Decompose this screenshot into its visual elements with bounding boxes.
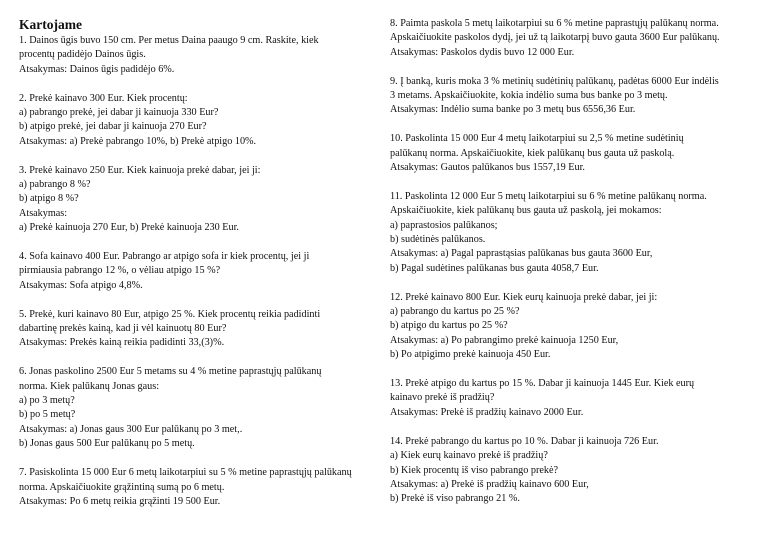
- problem-text-line: Atsakymas: Dainos ūgis padidėjo 6%.: [19, 63, 175, 75]
- problem-text-line: norma. Kiek palūkanų Jonas gaus:: [19, 380, 160, 392]
- problem-text-line: 3 metams. Apskaičiuokite, kokia indėlio suma bus banke po 3 metų.: [390, 90, 668, 102]
- left-problem-list: [19, 34, 377, 509]
- problem-block: [390, 291, 758, 363]
- problem-text-line: b) sudėtinės palūkanos.: [390, 234, 486, 246]
- problem-text-line: b) Kiek procentų iš viso pabrango prekė?: [390, 464, 559, 476]
- problem-text-line: Atsakymas: a) Jonas gaus 300 Eur palūkanų po 3 met,.: [19, 423, 243, 435]
- problem-text-line: a) po 3 metų?: [19, 395, 75, 407]
- problem-text-line: Atsakymas: a) Prekė pabrango 10%, b) Prekė atpigo 10%.: [19, 135, 257, 147]
- problem-text-line: a) Kiek eurų kainavo prekė iš pradžių?: [390, 450, 548, 462]
- problem-block: [390, 17, 758, 60]
- problem-block: [19, 34, 377, 77]
- problem-text-line: 14. Prekė pabrango du kartus po 10 %. Dabar ji kainuoja 726 Eur.: [390, 435, 659, 447]
- problem-text-line: 5. Prekė, kuri kainavo 80 Eur, atpigo 25 %. Kiek procentų reikia padidinti: [19, 308, 321, 320]
- problem-block: [390, 75, 758, 118]
- paragraph-spacer: [390, 118, 758, 132]
- problem-block: [19, 365, 377, 451]
- problem-text-line: 10. Paskolinta 15 000 Eur 4 metų laikotarpiui su 2,5 % metine sudėtinių: [390, 133, 684, 145]
- problem-text-line: pirmiausia pabrango 12 %, o vėliau atpigo 15 %?: [19, 265, 221, 277]
- problem-text-line: a) pabrango prekė, jei dabar ji kainuoja 330 Eur?: [19, 107, 219, 119]
- paragraph-spacer: [19, 236, 377, 250]
- problem-text-line: 7. Pasiskolinta 15 000 Eur 6 metų laikotarpiui su 5 % metine paprastųjų palūkanų: [19, 467, 352, 479]
- problem-text-line: b) po 5 metų?: [19, 409, 76, 421]
- problem-text-line: palūkanų norma. Apskaičiuokite, kiek palūkanų bus gauta už paskolą.: [390, 147, 675, 159]
- problem-text-line: a) pabrango 8 %?: [19, 179, 91, 191]
- paragraph-spacer: [390, 420, 758, 434]
- problem-text-line: 1. Dainos ūgis buvo 150 cm. Per metus Daina paaugo 9 cm. Raskite, kiek: [19, 35, 319, 46]
- problem-text-line: 4. Sofa kainavo 400 Eur. Pabrango ar atpigo sofa ir kiek procentų, jei ji: [19, 251, 310, 263]
- problem-block: [390, 132, 758, 175]
- paragraph-spacer: [390, 363, 758, 377]
- problem-text-line: 9. Į banką, kuris moka 3 % metinių sudėtinių palūkanų, padėtas 6000 Eur indėlis: [390, 75, 719, 87]
- problem-block: [19, 466, 377, 509]
- problem-text-line: Atsakymas: Gautos palūkanos bus 1557,19 Eur.: [390, 162, 585, 174]
- right-column: [390, 17, 758, 507]
- problem-text-line: a) pabrango du kartus po 25 %?: [390, 306, 520, 318]
- problem-text-line: Atsakymas: Po 6 metų reikia grąžinti 19 500 Eur.: [19, 495, 221, 507]
- problem-block: [19, 164, 377, 236]
- problem-text-line: 6. Jonas paskolino 2500 Eur 5 metams su 4 % metine paprastųjų palūkanų: [19, 366, 322, 378]
- paragraph-spacer: [19, 293, 377, 307]
- right-problem-list: [390, 17, 758, 507]
- problem-text-line: b) atpigo prekė, jei dabar ji kainuoja 270 Eur?: [19, 121, 207, 133]
- left-column: [19, 17, 377, 509]
- problem-text-line: Apskaičiuokite, kiek palūkanų bus gauta už paskolą, jei mokamos:: [390, 205, 662, 217]
- problem-text-line: Atsakymas: Sofa atpigo 4,8%.: [19, 279, 143, 291]
- problem-text-line: 8. Paimta paskola 5 metų laikotarpiui su 6 % metine paprastųjų palūkanų norma.: [390, 18, 719, 29]
- problem-text-line: Atsakymas:: [19, 207, 68, 219]
- problem-text-line: Atsakymas: Indėlio suma banke po 3 metų bus 6556,36 Eur.: [390, 104, 636, 116]
- problem-text-line: b) atpigo 8 %?: [19, 193, 79, 205]
- problem-text-line: Atsakymas: a) Prekė iš pradžių kainavo 600 Eur,: [390, 478, 589, 490]
- problem-text-line: b) Prekė iš viso pabrango 21 %.: [390, 493, 520, 505]
- problem-text-line: procentų padidėjo Dainos ūgis.: [19, 49, 146, 61]
- paragraph-spacer: [390, 276, 758, 290]
- problem-block: [19, 250, 377, 293]
- paragraph-spacer: [19, 452, 377, 466]
- problem-text-line: a) paprastosios palūkanos;: [390, 219, 498, 231]
- problem-block: [390, 377, 758, 420]
- problem-text-line: Apskaičiuokite paskolos dydį, jei už tą laikotarpį buvo gauta 3600 Eur palūkanų.: [390, 32, 720, 44]
- problem-text-line: 2. Prekė kainavo 300 Eur. Kiek procentų:: [19, 92, 188, 104]
- problem-text-line: dabartinę prekės kainą, kad ji vėl kainuotų 80 Eur?: [19, 323, 227, 335]
- problem-text-line: b) Pagal sudėtines palūkanas bus gauta 4058,7 Eur.: [390, 262, 599, 274]
- paragraph-spacer: [19, 149, 377, 163]
- problem-block: [19, 308, 377, 351]
- problem-text-line: 12. Prekė kainavo 800 Eur. Kiek eurų kainuoja prekė dabar, jei ji:: [390, 291, 658, 303]
- problem-text-line: Atsakymas: Prekė iš pradžių kainavo 2000 Eur.: [390, 406, 584, 418]
- page-title: Kartojame: [19, 17, 82, 32]
- problem-block: [390, 190, 758, 276]
- paragraph-spacer: [390, 175, 758, 189]
- problem-text-line: 13. Prekė atpigo du kartus po 15 %. Dabar ji kainuoja 1445 Eur. Kiek eurų: [390, 378, 695, 390]
- problem-text-line: b) Jonas gaus 500 Eur palūkanų po 5 metų.: [19, 438, 195, 450]
- problem-text-line: Atsakymas: a) Po pabrangimo prekė kainuoja 1250 Eur,: [390, 334, 619, 346]
- problem-text-line: 11. Paskolinta 12 000 Eur 5 metų laikotarpiui su 6 % metine palūkanų norma.: [390, 190, 707, 202]
- problem-text-line: 3. Prekė kainavo 250 Eur. Kiek kainuoja prekė dabar, jei ji:: [19, 164, 261, 176]
- problem-text-line: kainavo prekė iš pradžių?: [390, 392, 495, 404]
- problem-text-line: b) Po atpigimo prekė kainuoja 450 Eur.: [390, 349, 551, 361]
- problem-text-line: Atsakymas: a) Pagal paprastąsias palūkanas bus gauta 3600 Eur,: [390, 248, 653, 260]
- problem-text-line: norma. Apskaičiuokite grąžintiną sumą po 6 metų.: [19, 481, 225, 493]
- paragraph-spacer: [19, 351, 377, 365]
- problem-text-line: b) atpigo du kartus po 25 %?: [390, 320, 508, 332]
- problem-text-line: a) Prekė kainuoja 270 Eur, b) Prekė kainuoja 230 Eur.: [19, 222, 239, 234]
- problem-block: [390, 435, 758, 507]
- paragraph-spacer: [19, 77, 377, 91]
- problem-block: [19, 92, 377, 150]
- paragraph-spacer: [390, 60, 758, 74]
- problem-text-line: Atsakymas: Prekės kainą reikia padidinti 33,(3)%.: [19, 337, 225, 349]
- problem-text-line: Atsakymas: Paskolos dydis buvo 12 000 Eur.: [390, 46, 575, 58]
